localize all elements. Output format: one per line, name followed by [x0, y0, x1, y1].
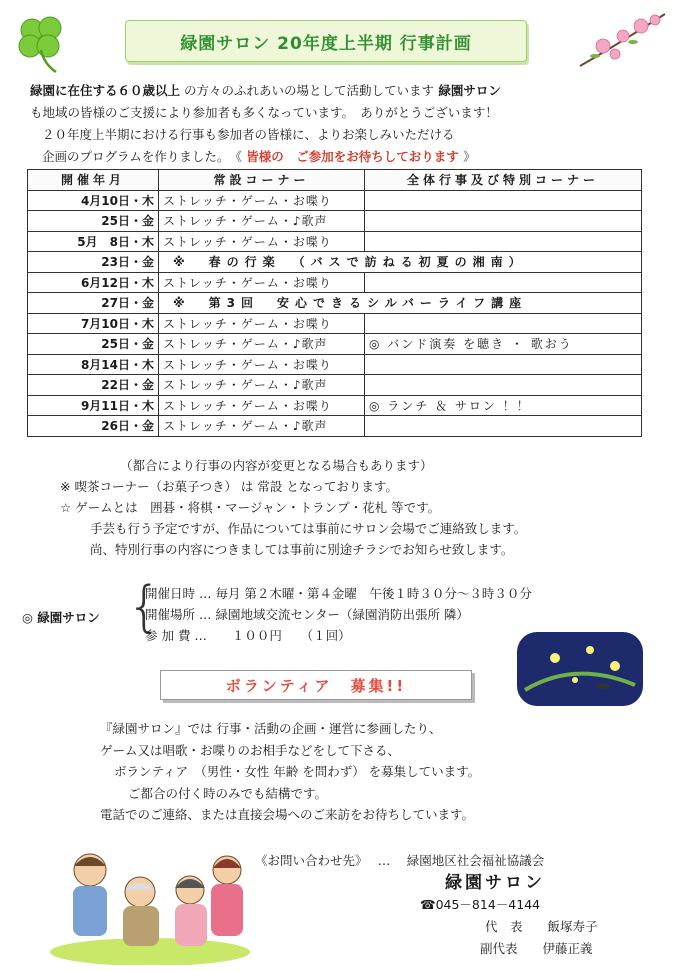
- row-regular: ストレッチ・ゲーム・お喋り: [159, 313, 365, 334]
- table-row: [28, 252, 642, 273]
- table-row: [28, 272, 642, 293]
- row-date: 4月10日・木: [28, 190, 159, 211]
- contact-salon-name: 緑園サロン: [445, 873, 545, 893]
- contact-info: [255, 850, 598, 960]
- row-regular: ストレッチ・ゲーム・♪歌声: [159, 375, 365, 396]
- row-date: 25日・金: [28, 334, 159, 355]
- volunteer-text: [100, 718, 600, 826]
- fireflies-illustration: [515, 630, 645, 708]
- note-game: ☆ ゲームとは 囲碁・将棋・マージャン・トランプ・花札 等です。: [60, 500, 441, 515]
- volunteer-banner-text: ボランティア 募集!!: [225, 676, 407, 695]
- schedule-table: [27, 169, 642, 437]
- note-change: （都合により行事の内容が変更となる場合もあります）: [120, 458, 433, 473]
- row-regular: ストレッチ・ゲーム・♪歌声: [159, 416, 365, 437]
- row-special: [365, 354, 642, 375]
- volunteer-line-5: 電話でのご連絡、または直接会場へのご来訪をお待ちしています。: [100, 807, 475, 822]
- note-cafe: ※ 喫茶コーナー（お菓子つき） は 常設 となっております。: [60, 479, 398, 494]
- intro-line-1: の方々のふれあいの場として活動しています: [180, 83, 434, 98]
- row-special: [365, 416, 642, 437]
- table-row: [28, 231, 642, 252]
- table-row: [28, 354, 642, 375]
- row-special: ◎ バンド演奏 を聴き ・ 歌おう: [365, 334, 642, 355]
- row-date: 9月11日・木: [28, 395, 159, 416]
- note-special: 尚、特別行事の内容につきましては事前に別途チラシでお知らせ致します。: [90, 542, 514, 557]
- table-header-row: [28, 170, 642, 191]
- row-special: ◎ ランチ ＆ サロン ！！: [365, 395, 642, 416]
- row-regular: ストレッチ・ゲーム・♪歌声: [159, 334, 365, 355]
- row-special: [365, 375, 642, 396]
- row-special: [365, 272, 642, 293]
- cherry-blossom-icon: [575, 6, 670, 71]
- row-event: ※ 第3回 安心できるシルバーライフ講座: [159, 293, 642, 314]
- table-row: [28, 190, 642, 211]
- row-date: 6月12日・木: [28, 272, 159, 293]
- row-regular: ストレッチ・ゲーム・お喋り: [159, 395, 365, 416]
- row-regular: ストレッチ・ゲーム・お喋り: [159, 354, 365, 375]
- clover-icon: [8, 8, 78, 78]
- volunteer-line-4: ご都合の付く時のみでも結構です。: [128, 785, 328, 801]
- salon-info: [145, 583, 532, 646]
- table-row: [28, 313, 642, 334]
- contact-inquiry: 《お問い合わせ先》 … 緑園地区社会福祉協議会: [255, 853, 545, 868]
- row-special: [365, 231, 642, 252]
- note-craft: 手芸も行う予定ですが、作品については事前にサロン会場でご連絡致します。: [90, 521, 527, 536]
- row-date: 22日・金: [28, 375, 159, 396]
- info-fee: 参 加 費 … １００円 （１回）: [145, 628, 351, 643]
- table-row: [28, 416, 642, 437]
- contact-vice-representative: 副代表 伊藤正義: [480, 941, 593, 956]
- table-row: [28, 395, 642, 416]
- salon-info-label: ◎ 緑園サロン: [22, 610, 100, 625]
- row-regular: ストレッチ・ゲーム・♪歌声: [159, 211, 365, 232]
- row-special: [365, 313, 642, 334]
- intro-text: [30, 80, 650, 168]
- row-regular: ストレッチ・ゲーム・お喋り: [159, 190, 365, 211]
- row-date: 27日・金: [28, 293, 159, 314]
- row-special: [365, 190, 642, 211]
- contact-representative: 代 表 飯塚寿子: [485, 919, 598, 934]
- table-row: [28, 334, 642, 355]
- volunteer-banner: [160, 670, 472, 700]
- table-row: [28, 293, 642, 314]
- row-date: 7月10日・木: [28, 313, 159, 334]
- row-special: [365, 211, 642, 232]
- row-regular: ストレッチ・ゲーム・お喋り: [159, 231, 365, 252]
- row-date: 26日・金: [28, 416, 159, 437]
- row-date: 23日・金: [28, 252, 159, 273]
- table-row: [28, 211, 642, 232]
- table-row: [28, 375, 642, 396]
- contact-phone: ☎045－814－4144: [420, 897, 541, 912]
- invitation-text: 皆様の ご参加をお待ちしております: [241, 149, 464, 164]
- intro-bold: 緑園に在住する６０歳以上: [30, 83, 181, 98]
- brace-icon: {: [127, 575, 162, 638]
- header-date: 開催年月: [28, 170, 159, 191]
- volunteer-line-2: ゲーム又は唱歌・お喋りのお相手などをして下さる、: [100, 742, 401, 758]
- intro-salon-name: 緑園サロン: [434, 83, 501, 98]
- intro-line-4: 企画のプログラムを作りました。 《 皆様の ご参加をお待ちしております 》: [42, 149, 476, 164]
- row-date: 8月14日・木: [28, 354, 159, 375]
- header-special: 全体行事及び特別コーナー: [365, 170, 642, 191]
- info-place: 開催場所 … 緑園地域交流センター（緑園消防出張所 隣）: [145, 607, 469, 622]
- row-date: 5月 8日・木: [28, 231, 159, 252]
- page-title: 緑園サロン 20年度上半期 行事計画: [180, 33, 472, 54]
- intro-line-2: も地域の皆様のご支援により参加者も多くなっています。 ありがとうございます！: [30, 105, 498, 120]
- row-date: 25日・金: [28, 211, 159, 232]
- volunteer-line-1: 『緑園サロン』では 行事・活動の企画・運営に参画したり、: [100, 721, 442, 736]
- row-regular: ストレッチ・ゲーム・お喋り: [159, 272, 365, 293]
- seniors-illustration: [45, 840, 255, 965]
- intro-line-3: ２０年度上半期における行事も参加者の皆様に、よりお楽しみいただける: [42, 127, 455, 142]
- notes: [60, 455, 660, 560]
- row-event: ※ 春の行楽 （バスで訪ねる初夏の湘南）: [159, 252, 642, 273]
- title-banner: [125, 20, 527, 62]
- info-date: 開催日時 … 毎月 第２木曜・第４金曜 午後１時３０分～３時３０分: [145, 586, 532, 601]
- header-regular: 常設コーナー: [159, 170, 365, 191]
- volunteer-line-3: ボランティア （男性・女性 年齢 を問わず） を募集しています。: [114, 764, 481, 779]
